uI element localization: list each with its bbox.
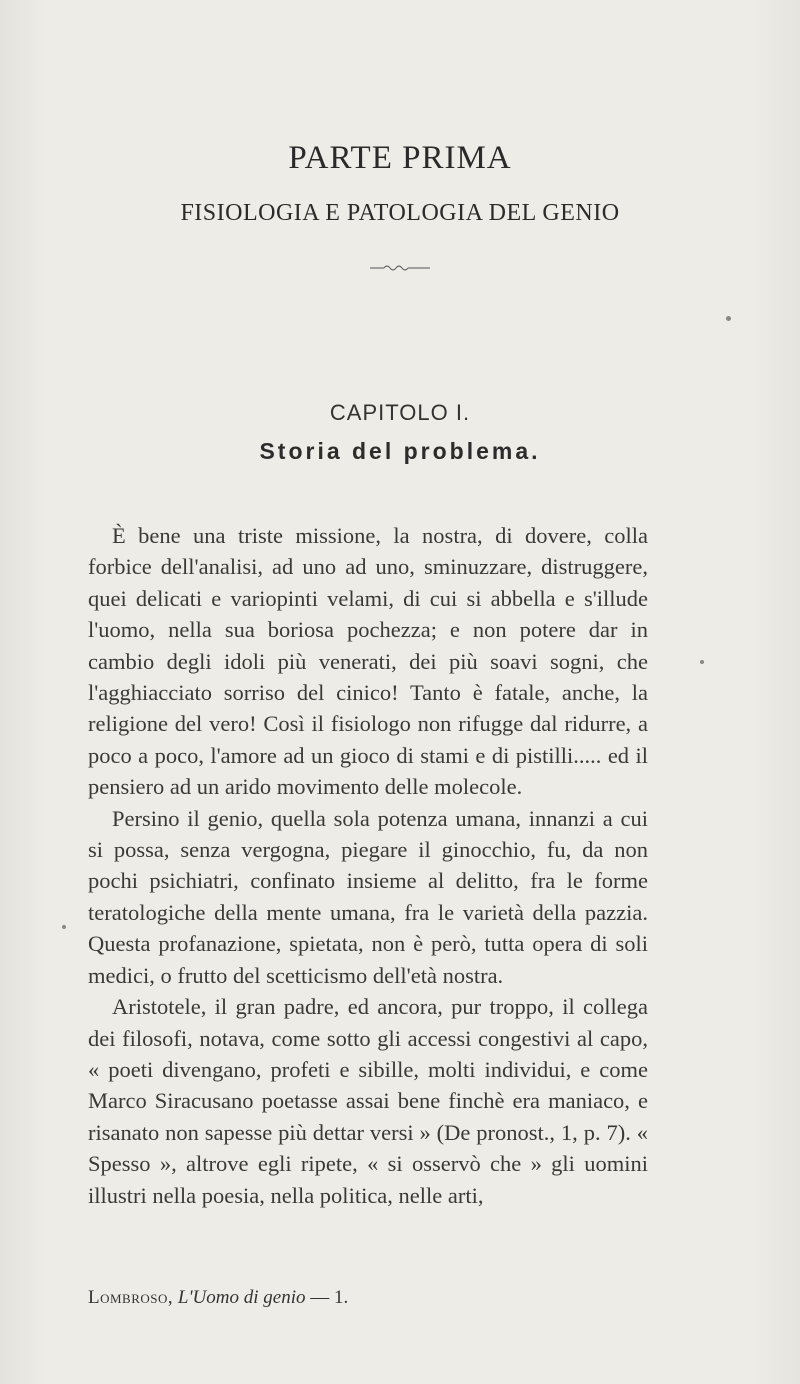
page-spot xyxy=(62,925,66,929)
page-footer xyxy=(88,1287,348,1309)
footer-book-title: L'Uomo di genio xyxy=(177,1287,306,1308)
chapter-label: CAPITOLO I. xyxy=(329,400,471,425)
paragraph: È bene una triste missione, la nostra, di dovere, colla forbice dell'analisi, ad uno ad uno, sminuzzare, distruggere, quei delicati e variopinti velami, di cui si abbella e s'illude l'uomo, nella sua boriosa pochezza; e non potere dar in cambio degli idoli più venerati, dei più soavi sogni, che l'agghiacciato sorriso del cinico! Tanto è fatale, anche, la religione del vero! Così il fisiologo non rifugge dal ridurre, a poco a poco, l'amore ad un gioco di stami e di pistilli..... ed il pensiero ad un arido movimento delle molecole. xyxy=(88,523,648,800)
body-text xyxy=(88,520,648,1211)
page-spot xyxy=(726,316,731,321)
section-title: FISIOLOGIA E PATOLOGIA DEL GENIO xyxy=(180,200,620,226)
paragraph: Persino il genio, quella sola potenza umana, innanzi a cui si possa, senza vergogna, piegare il ginocchio, fu, da non pochi psichiatri, confinato insieme al delitto, fra le forme teratologiche della mente umana, fra le varietà della pazzia. Questa profanazione, spietata, non è però, tutta opera di soli medici, o frutto del scetticismo dell'età nostra. xyxy=(88,805,648,988)
footer-author: Lombroso, xyxy=(88,1287,174,1308)
part-title: PARTE PRIMA xyxy=(288,140,512,176)
paragraph: Aristotele, il gran padre, ed ancora, pur troppo, il collega dei filosofi, notava, come sotto gli accessi congestivi al capo, « poeti divengano, profeti e sibille, molti individui, e come Marco Siracusano poetasse assai bene finchè era maniaco, e risanato non sapesse più dettar versi » (De pronost., 1, p. 7). « Spesso », altrove egli ripete, « si osservò che » gli uomini illustri nella poesia, nella politica, nelle arti, xyxy=(88,994,648,1208)
ornament-divider xyxy=(370,262,430,274)
footer-page-number: — 1. xyxy=(310,1287,349,1308)
page-spot xyxy=(700,660,704,664)
chapter-title: Storia del problema. xyxy=(259,438,541,464)
